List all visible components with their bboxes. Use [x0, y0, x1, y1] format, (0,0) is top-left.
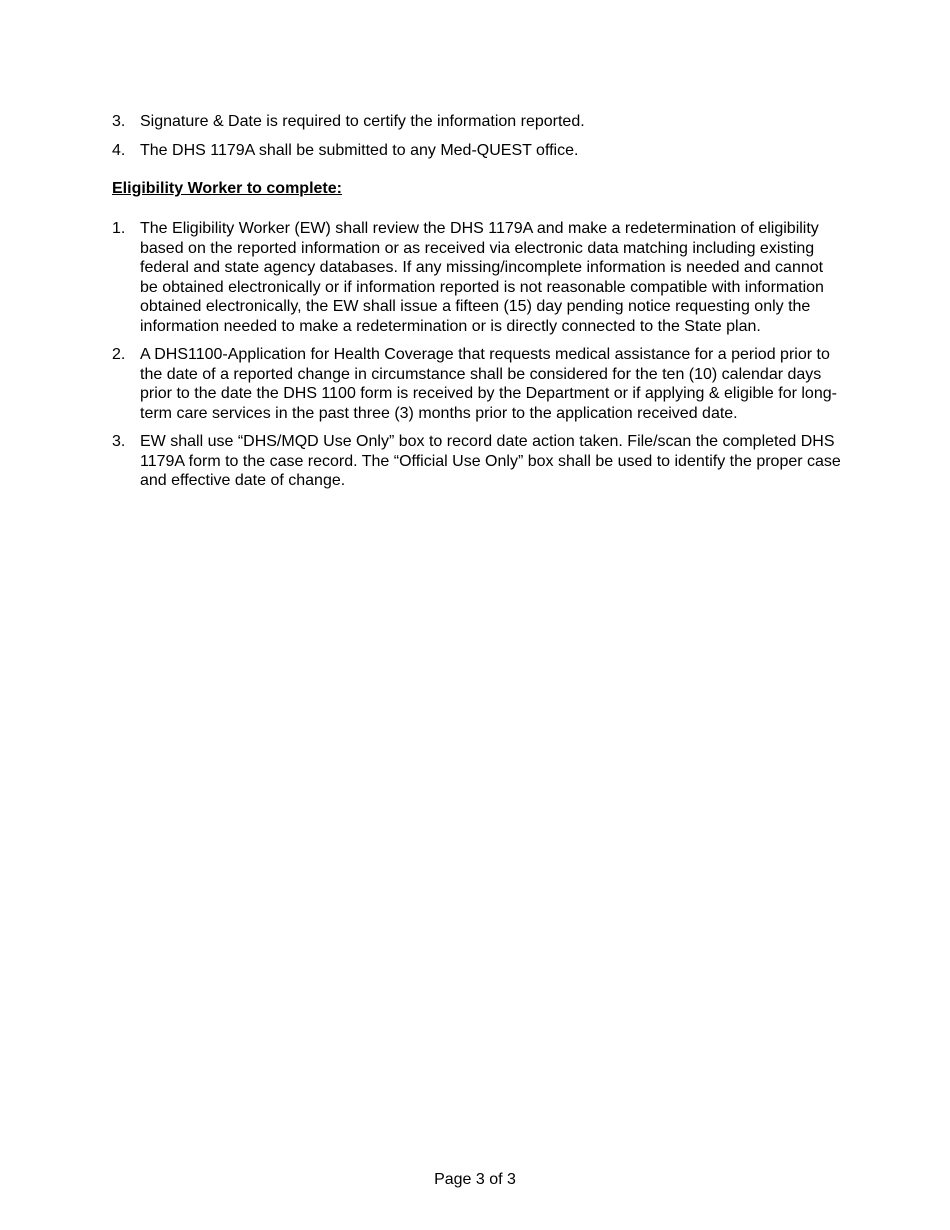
list-item-number: 3. [112, 113, 126, 130]
list-item-number: 3. [112, 433, 126, 450]
list-item-text: The Eligibility Worker (EW) shall review the DHS 1179A and make a redetermination of eligibility based on the reported information or as received via electronic data matching including existing federal and state agency databases. If any missing/incomplete information is needed and cannot be obtained electronically or if information reported is not reasonable compatible with information obtained electronically, the EW shall issue a fifteen (15) day pending notice requesting only the information needed to make a redetermination or is directly connected to the State plan. [140, 220, 824, 335]
section-heading: Eligibility Worker to complete: [112, 180, 342, 197]
list-item-number: 1. [112, 220, 126, 237]
list-item [112, 219, 844, 336]
list-item-text: EW shall use “DHS/MQD Use Only” box to record date action taken. File/scan the completed DHS 1179A form to the case record. The “Official Use Only” box shall be used to identify the proper case and effective date of change. [140, 433, 841, 489]
list-item-number: 4. [112, 141, 126, 159]
list-item-number: 2. [112, 346, 126, 363]
list-item-text: The DHS 1179A shall be submitted to any Med-QUEST office. [140, 141, 579, 159]
list-item [112, 112, 844, 132]
instruction-list [112, 112, 844, 169]
list-item [112, 432, 844, 491]
list-item-text: A DHS1100-Application for Health Coverage that requests medical assistance for a period prior to the date of a reported change in circumstance shall be considered for the ten (10) calendar days prior to the date the DHS 1100 form is received by the Department or if applying & eligible for long-term care services in the past three (3) months prior to the application received date. [140, 346, 837, 422]
list-item [112, 345, 844, 423]
list-item [112, 141, 844, 161]
page-number-footer: Page 3 of 3 [434, 1171, 516, 1188]
list-item-text: Signature & Date is required to certify the information reported. [140, 113, 585, 130]
eligibility-worker-list [112, 219, 844, 500]
